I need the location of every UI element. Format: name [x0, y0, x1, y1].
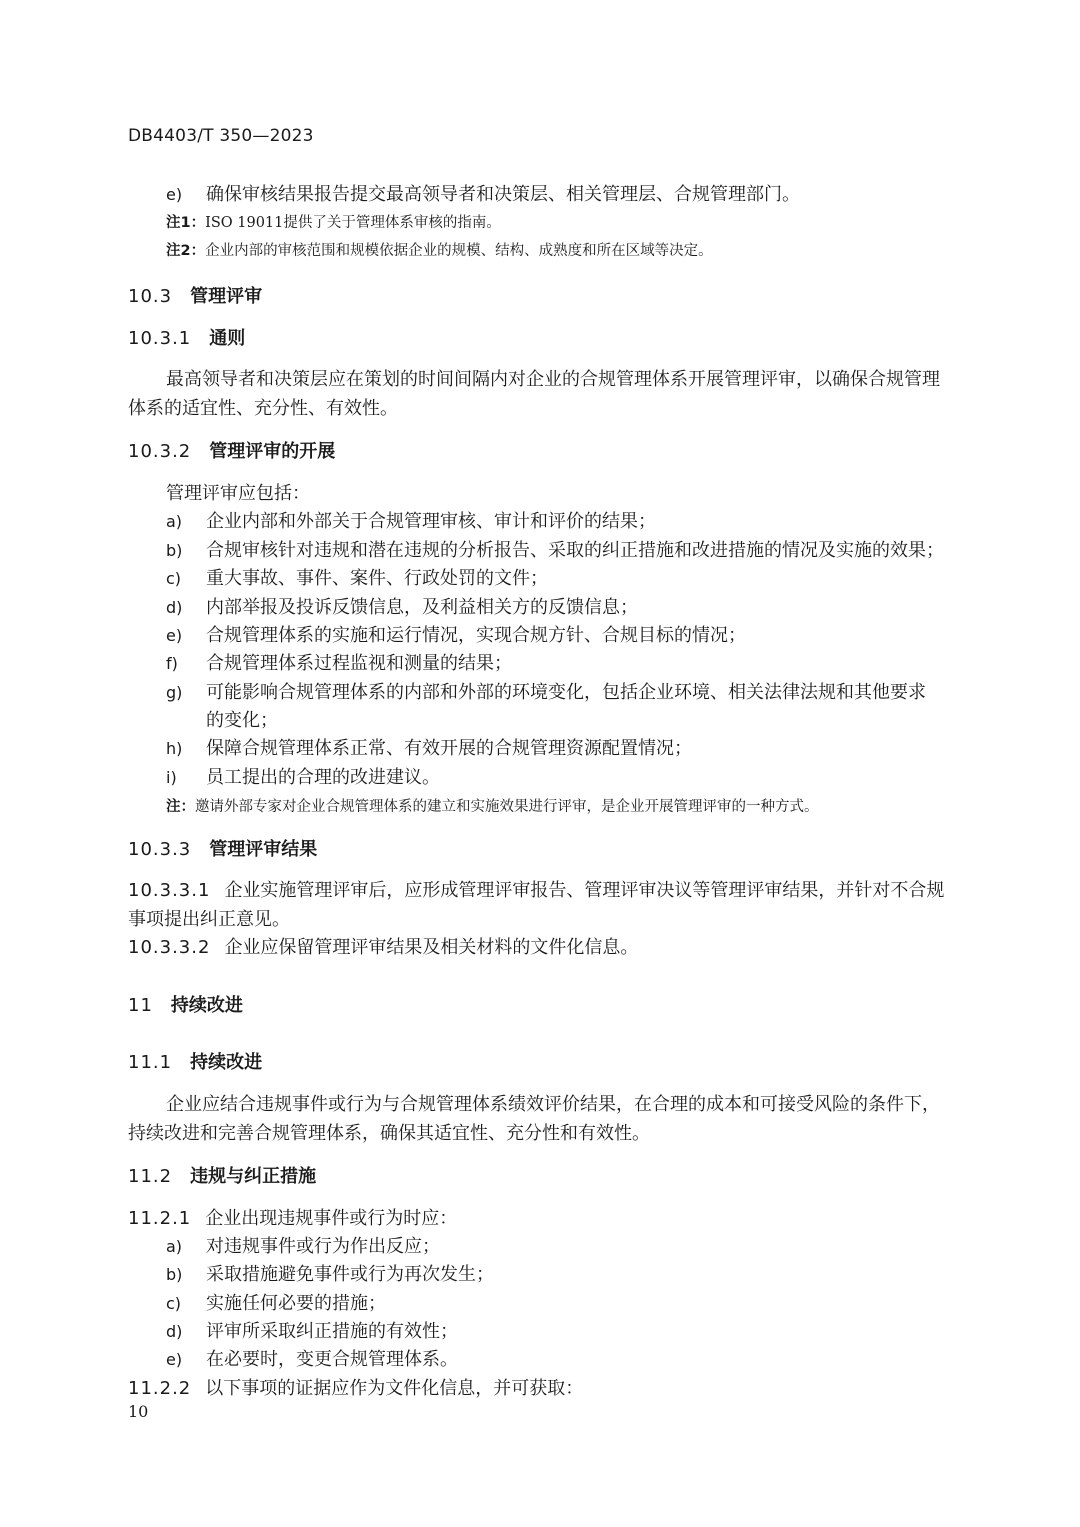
list-marker: b): [166, 541, 183, 560]
document-code: DB4403/T 350—2023: [128, 126, 314, 146]
list-item-text: 实施任何必要的措施；: [206, 1293, 386, 1314]
list-marker: e): [166, 626, 183, 645]
list-item-text: 合规管理体系的实施和运行情况，实现合规方针、合规目标的情况；: [206, 625, 746, 646]
list-item-text: 内部举报及投诉反馈信息，及利益相关方的反馈信息；: [206, 597, 638, 618]
section-number: 11: [128, 995, 153, 1016]
numbered-paragraph: [128, 876, 944, 905]
list-marker: g): [166, 683, 183, 702]
paragraph-line: 最高领导者和决策层应在策划的时间间隔内对企业的合规管理体系开展管理评审，以确保合规管理: [166, 369, 940, 390]
paragraph-text: 企业出现违规事件或行为时应：: [205, 1208, 458, 1229]
list-marker: i): [166, 768, 177, 787]
list-item-text: 采取措施避免事件或行为再次发生；: [206, 1264, 494, 1285]
note-label: 注2：: [166, 243, 206, 259]
list-item-text: 企业内部和外部关于合规管理审核、审计和评价的结果；: [206, 511, 656, 532]
list-item-text: 员工提出的合理的改进建议。: [206, 767, 440, 788]
list-item-text: 可能影响合规管理体系的内部和外部的环境变化，包括企业环境、相关法律法规和其他要求: [206, 682, 926, 703]
note-text: 邀请外部专家对企业合规管理体系的建立和实施效果进行评审，是企业开展管理评审的一种方式。: [195, 799, 819, 815]
section-title: 管理评审结果: [209, 839, 318, 860]
list-item-text: 重大事故、事件、案件、行政处罚的文件；: [206, 568, 548, 589]
paragraph-line: 持续改进和完善合规管理体系，确保其适宜性、充分性和有效性。: [128, 1123, 650, 1144]
note-label: 注1：: [166, 215, 206, 231]
list-intro: 管理评审应包括：: [166, 483, 310, 504]
chapter-heading: [128, 991, 243, 1017]
list-marker: a): [166, 1237, 183, 1256]
list-item: [166, 621, 746, 650]
clause-number: 11.2.2: [128, 1378, 192, 1399]
list-marker: e): [166, 185, 183, 204]
list-marker: c): [166, 1294, 182, 1313]
list-item: [166, 649, 512, 678]
list-item: [166, 507, 656, 536]
subsection-heading: [128, 835, 317, 861]
list-marker: b): [166, 1265, 183, 1284]
list-marker: a): [166, 512, 183, 531]
list-marker: f): [166, 654, 178, 673]
section-title: 持续改进: [170, 995, 243, 1016]
list-marker: h): [166, 739, 183, 758]
list-item-text: 合规审核针对违规和潜在违规的分析报告、采取的纠正措施和改进措施的情况及实施的效果；: [206, 540, 944, 561]
list-item: [166, 678, 926, 707]
list-marker: d): [166, 598, 183, 617]
list-item-text: 合规管理体系过程监视和测量的结果；: [206, 653, 512, 674]
list-item: [166, 1317, 458, 1346]
list-item: [166, 536, 944, 565]
section-number: 10.3.2: [128, 441, 192, 462]
note-label: 注：: [166, 799, 195, 815]
paragraph-line: 体系的适宜性、充分性、有效性。: [128, 398, 398, 419]
note: [166, 796, 819, 818]
paragraph-text: 以下事项的证据应作为文件化信息，并可获取：: [205, 1378, 584, 1399]
section-number: 10.3.3: [128, 839, 192, 860]
note-text: 企业内部的审核范围和规模依据企业的规模、结构、成熟度和所在区域等决定。: [205, 243, 713, 259]
section-number: 11.2: [128, 1166, 173, 1187]
section-title: 管理评审的开展: [209, 441, 336, 462]
clause-number: 10.3.3.2: [128, 937, 211, 958]
list-item-text: 对违规事件或行为作出反应；: [206, 1236, 440, 1257]
section-number: 11.1: [128, 1052, 173, 1073]
list-item: [166, 1289, 386, 1318]
list-item: [166, 1260, 494, 1289]
section-heading: [128, 282, 262, 308]
numbered-paragraph: [128, 1204, 457, 1233]
paragraph-text: 企业应保留管理评审结果及相关材料的文件化信息。: [224, 937, 639, 958]
list-item: [166, 734, 692, 763]
page-number: 10: [128, 1402, 149, 1421]
note: [166, 240, 713, 262]
section-title: 通则: [209, 328, 246, 349]
list-marker: d): [166, 1322, 183, 1341]
subsection-heading: [128, 437, 335, 463]
list-item: [166, 564, 548, 593]
list-item-text: 在必要时，变更合规管理体系。: [206, 1349, 458, 1370]
section-number: 10.3.1: [128, 328, 192, 349]
numbered-paragraph: [128, 933, 638, 962]
list-item: [166, 763, 440, 792]
clause-number: 10.3.3.1: [128, 880, 211, 901]
list-item: [166, 593, 638, 622]
paragraph-line: 事项提出纠正意见。: [128, 909, 290, 930]
paragraph-line: 企业应结合违规事件或行为与合规管理体系绩效评价结果，在合理的成本和可接受风险的条件下，: [166, 1094, 940, 1115]
list-item-text: 保障合规管理体系正常、有效开展的合规管理资源配置情况；: [206, 738, 692, 759]
clause-number: 11.2.1: [128, 1208, 192, 1229]
list-item: [166, 180, 800, 209]
section-title: 持续改进: [190, 1052, 263, 1073]
list-item-continuation: 的变化；: [206, 710, 278, 731]
section-heading: [128, 1162, 316, 1188]
list-item-text: 评审所采取纠正措施的有效性；: [206, 1321, 458, 1342]
list-item: [166, 1345, 458, 1374]
subsection-heading: [128, 324, 245, 350]
note-text: ISO 19011提供了关于管理体系审核的指南。: [205, 215, 501, 231]
list-marker: c): [166, 569, 182, 588]
section-number: 10.3: [128, 286, 173, 307]
paragraph-text: 企业实施管理评审后，应形成管理评审报告、管理评审决议等管理评审结果，并针对不合规: [224, 880, 945, 901]
section-title: 违规与纠正措施: [190, 1166, 317, 1187]
section-title: 管理评审: [190, 286, 263, 307]
list-item-text: 确保审核结果报告提交最高领导者和决策层、相关管理层、合规管理部门。: [206, 184, 800, 205]
section-heading: [128, 1048, 262, 1074]
note: [166, 212, 501, 234]
numbered-paragraph: [128, 1374, 583, 1403]
list-marker: e): [166, 1350, 183, 1369]
list-item: [166, 1232, 440, 1261]
